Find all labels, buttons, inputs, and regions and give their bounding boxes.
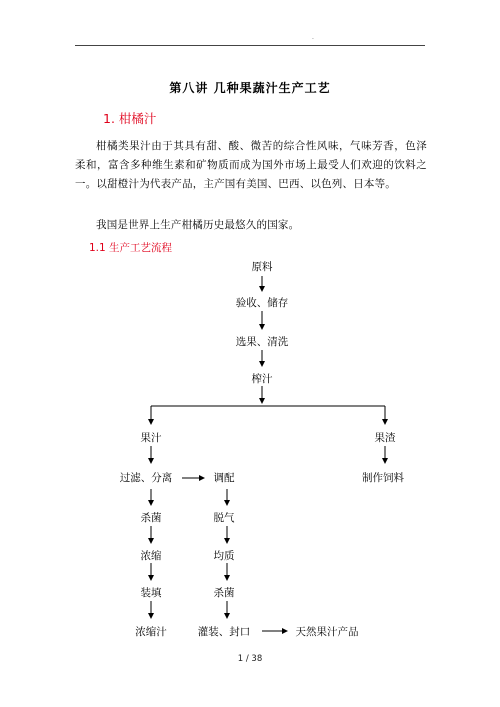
step-inspect-store: 验收、储存 <box>235 297 289 309</box>
header-mark: . <box>312 34 314 41</box>
step-fill: 装填 <box>140 587 162 599</box>
section-heading: 1. 柑橘汁 <box>103 111 157 126</box>
step-select-wash: 选果、清洗 <box>235 336 289 348</box>
step-make-feed: 制作饲料 <box>362 472 404 484</box>
page-title: 第八讲 几种果蔬汁生产工艺 <box>169 81 331 95</box>
subsection-heading: 1.1 生产工艺流程 <box>89 242 173 254</box>
step-filter-separate: 过滤、分离 <box>119 472 173 484</box>
step-sterilize-2: 杀菌 <box>213 587 235 599</box>
step-press: 榨汁 <box>251 373 273 385</box>
step-homogenize: 均质 <box>213 550 235 562</box>
step-juice: 果汁 <box>140 432 162 444</box>
step-raw-material: 原料 <box>251 261 273 273</box>
step-bottle-seal: 灌装、封口 <box>197 626 251 638</box>
step-concentrate-juice: 浓缩汁 <box>135 626 167 638</box>
intro-paragraph: 柑橘类果汁由于其具有甜、酸、微苦的综合性风味，气味芳香，色泽柔和，富含多种维生素和矿物质而成为国外市场上最受人们欢迎的饮料之一。以甜橙汁为代表产品，主产国有美国、巴西、以色列、日本等。 <box>75 140 427 190</box>
step-degas: 脱气 <box>213 512 235 524</box>
step-pomace: 果渣 <box>374 432 396 444</box>
history-paragraph: 我国是世界上生产柑橘历史最悠久的国家。 <box>96 219 300 231</box>
step-concentrate: 浓缩 <box>140 550 162 562</box>
step-natural-juice-product: 天然果汁产品 <box>295 626 359 638</box>
step-blend: 调配 <box>213 472 235 484</box>
page-number: 1 / 38 <box>237 654 263 664</box>
step-sterilize-1: 杀菌 <box>140 512 162 524</box>
